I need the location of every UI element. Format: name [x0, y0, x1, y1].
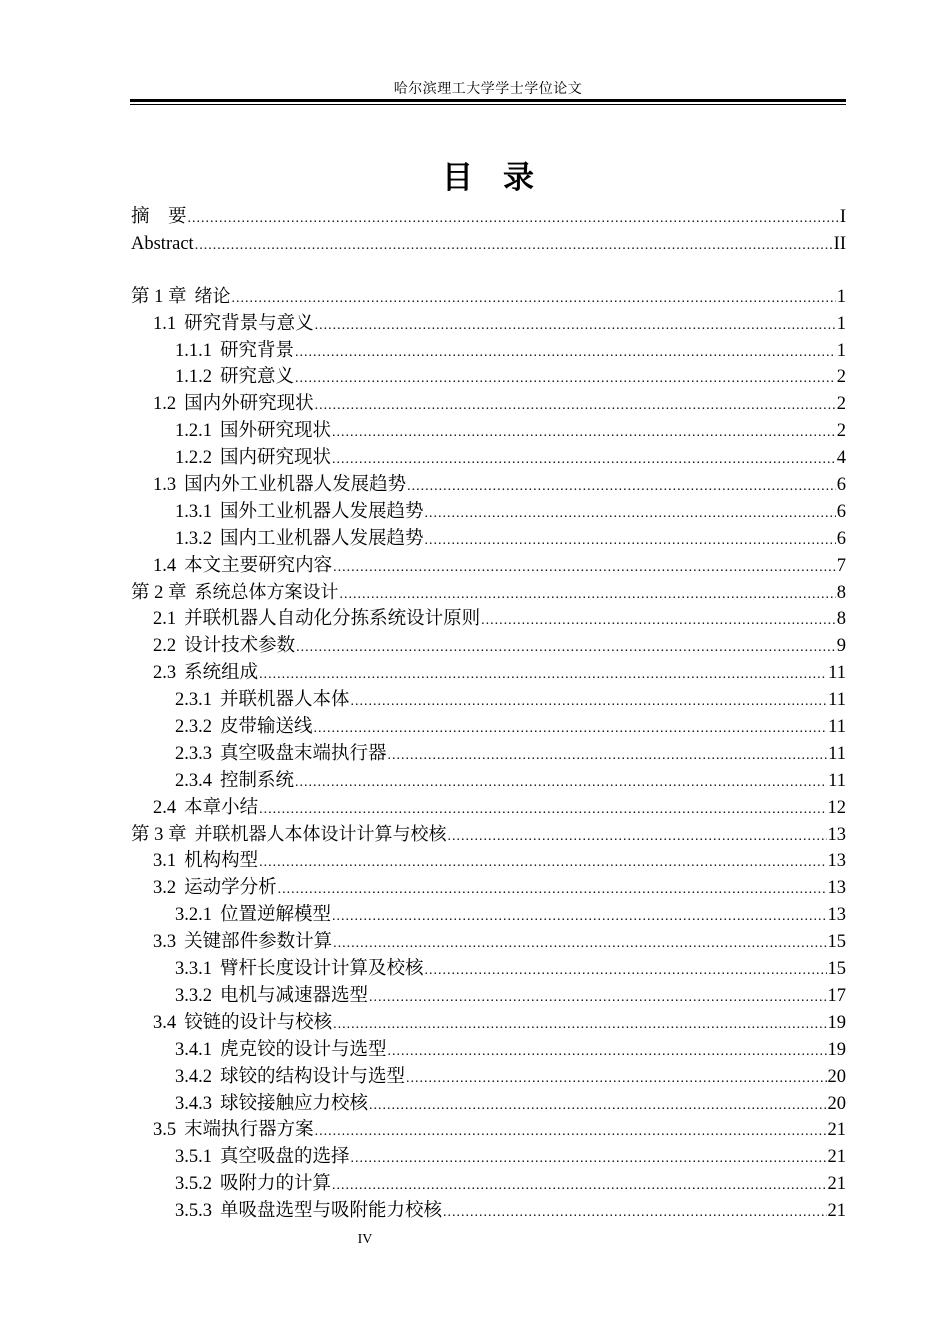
toc-entry-label: 设计技术参数 [184, 636, 296, 657]
toc-entry-number: 2.1 [153, 609, 177, 630]
toc-leader-dots [443, 1200, 826, 1227]
toc-entry-number: 3.4 [153, 1012, 177, 1033]
toc-entry[interactable] [131, 445, 846, 472]
toc-entry-number: 3.5.3 [175, 1201, 212, 1222]
toc-entry-label: 国内研究现状 [220, 448, 332, 469]
toc-entry-page: 19 [827, 1012, 846, 1033]
toc-entry-number: 3.4.1 [175, 1039, 212, 1060]
toc-entry-number: 1.3.2 [175, 528, 212, 549]
toc-entry[interactable] [131, 1037, 846, 1064]
toc-entry[interactable] [131, 875, 846, 902]
toc-leader-dots [332, 904, 826, 931]
toc-entry-page: 7 [836, 555, 846, 576]
toc-entry[interactable] [131, 660, 846, 687]
toc-entry[interactable] [131, 472, 846, 499]
toc-entry-label: 并联机器人本体 [220, 690, 350, 711]
toc-leader-dots [315, 313, 836, 340]
toc-entry-page: 19 [827, 1039, 846, 1060]
page-number: IV [357, 1232, 373, 1247]
toc-leader-dots [351, 689, 828, 716]
toc-entry-page: 6 [836, 528, 846, 549]
header-rule-thin [130, 104, 846, 105]
toc-entry[interactable] [131, 580, 846, 607]
toc-entry-label: 皮带输送线 [220, 717, 313, 738]
toc-entry-label: 系统组成 [184, 663, 259, 684]
toc-entry-page: 1 [836, 340, 846, 361]
toc-leader-dots [388, 743, 828, 770]
toc-leader-dots [315, 393, 836, 420]
toc-leader-dots [448, 824, 827, 851]
toc-leader-dots [369, 1093, 826, 1120]
header-rule-thick [130, 99, 846, 102]
toc-entry-number: 第 1 章 [131, 286, 187, 307]
table-of-contents [131, 204, 846, 1225]
toc-entry-label: 位置逆解模型 [220, 905, 332, 926]
toc-entry-label: 机构构型 [184, 851, 259, 872]
toc-entry-label: 电机与减速器选型 [220, 985, 369, 1006]
toc-entry-label: 真空吸盘的选择 [220, 1147, 350, 1168]
toc-entry-label: 控制系统 [220, 770, 295, 791]
toc-entry[interactable] [131, 364, 846, 391]
toc-leader-dots [407, 474, 836, 501]
toc-entry-number: 1.4 [153, 555, 177, 576]
toc-leader-dots [369, 985, 826, 1012]
toc-title: 目录 [442, 160, 564, 196]
toc-leader-dots [425, 958, 827, 985]
toc-entry-page: 4 [836, 448, 846, 469]
toc-entry[interactable] [131, 1171, 846, 1198]
toc-entry-page: 15 [827, 932, 846, 953]
toc-entry-label: 摘 要 [131, 207, 187, 227]
toc-entry-number: 1.1 [153, 313, 177, 334]
toc-entry-number: 2.3 [153, 663, 177, 684]
toc-entry-number: 3.2.1 [175, 905, 212, 926]
toc-entry-label: 真空吸盘末端执行器 [220, 743, 387, 764]
toc-entry[interactable] [131, 204, 846, 231]
toc-entry-page: 2 [836, 421, 846, 442]
toc-entry-label: 研究背景与意义 [184, 313, 314, 334]
toc-entry-label: 国内外工业机器人发展趋势 [184, 475, 407, 496]
toc-entry-page: 13 [827, 878, 846, 899]
toc-entry-label: 系统总体方案设计 [194, 581, 339, 603]
toc-entry-label: 国内外研究现状 [184, 394, 314, 415]
toc-entry-page: 1 [836, 286, 846, 307]
toc-entry-number: 3.2 [153, 878, 177, 899]
toc-leader-dots [425, 528, 836, 555]
toc-entry-number: 3.5.1 [175, 1147, 212, 1168]
toc-entry[interactable] [131, 1144, 846, 1171]
toc-entry-page: 6 [836, 475, 846, 496]
toc-entry[interactable] [131, 418, 846, 445]
toc-entry[interactable] [131, 338, 846, 365]
toc-entry[interactable] [131, 526, 846, 553]
toc-entry-number: 3.3 [153, 932, 177, 953]
toc-entry[interactable] [131, 1064, 846, 1091]
toc-leader-dots [295, 340, 836, 367]
toc-entry-page: 15 [827, 959, 846, 980]
toc-entry[interactable] [131, 929, 846, 956]
toc-entry-label: 并联机器人本体设计计算与校核 [194, 823, 447, 845]
toc-entry[interactable] [131, 768, 846, 795]
toc-entry-page: 2 [836, 394, 846, 415]
toc-entry-number: 1.1.2 [175, 367, 212, 388]
page-header: 哈尔滨理工大学学士学位论文 [393, 82, 583, 97]
toc-leader-dots [295, 366, 836, 393]
toc-entry-label: 本章小结 [184, 797, 259, 818]
toc-entry-page: II [833, 233, 846, 254]
toc-entry[interactable] [131, 822, 846, 849]
toc-entry-number: 3.1 [153, 851, 177, 872]
toc-leader-dots [295, 770, 827, 797]
toc-entry-label: 运动学分析 [184, 878, 277, 899]
toc-entry-label: 单吸盘选型与吸附能力校核 [220, 1201, 443, 1222]
toc-entry-page: 21 [827, 1201, 846, 1222]
toc-entry-label: 国外研究现状 [220, 421, 332, 442]
toc-leader-dots [332, 447, 836, 474]
toc-entry[interactable] [131, 795, 846, 822]
toc-entry-page: 21 [827, 1147, 846, 1168]
toc-leader-dots [333, 555, 836, 582]
toc-leader-dots [333, 1012, 826, 1039]
toc-entry-number: 2.3.4 [175, 770, 212, 791]
toc-leader-dots [351, 1146, 827, 1173]
toc-leader-dots [481, 608, 836, 635]
toc-entry[interactable] [131, 1117, 846, 1144]
toc-entry[interactable] [131, 553, 846, 580]
toc-entry-label: 吸附力的计算 [220, 1174, 332, 1195]
toc-entry[interactable] [131, 633, 846, 660]
toc-entry-page: 2 [836, 367, 846, 388]
toc-entry[interactable] [131, 1091, 846, 1118]
toc-leader-dots [332, 420, 836, 447]
toc-entry-page: 21 [827, 1174, 846, 1195]
toc-entry[interactable] [131, 956, 846, 983]
toc-entry-label: 国外工业机器人发展趋势 [220, 501, 424, 522]
toc-entry-number: 3.5.2 [175, 1174, 212, 1195]
toc-entry-number: 2.2 [153, 636, 177, 657]
toc-entry[interactable] [131, 902, 846, 929]
toc-entry-number: 1.3 [153, 475, 177, 496]
toc-entry[interactable] [131, 284, 846, 311]
toc-leader-dots [188, 206, 839, 233]
toc-entry-label: 关键部件参数计算 [184, 932, 333, 953]
toc-entry-page: 8 [836, 582, 846, 603]
toc-entry[interactable] [131, 311, 846, 338]
toc-entry-page: 11 [828, 770, 846, 791]
toc-entry[interactable] [131, 848, 846, 875]
toc-leader-dots [278, 877, 827, 904]
toc-leader-dots [315, 1119, 827, 1146]
toc-entry-number: 第 3 章 [131, 824, 187, 845]
toc-entry-page: 8 [836, 609, 846, 630]
toc-entry-label: 本文主要研究内容 [184, 555, 333, 576]
toc-entry-page: 11 [828, 663, 846, 684]
toc-entry[interactable] [131, 1198, 846, 1225]
toc-entry[interactable] [131, 499, 846, 526]
toc-entry-number: 3.3.1 [175, 959, 212, 980]
toc-entry-number: 2.4 [153, 797, 177, 818]
toc-entry-page: 17 [827, 985, 846, 1006]
toc-entry[interactable] [131, 231, 846, 258]
toc-entry[interactable] [131, 714, 846, 741]
toc-entry-number: 2.3.1 [175, 690, 212, 711]
toc-entry-number: 3.4.3 [175, 1093, 212, 1114]
toc-entry-label: Abstract [131, 233, 194, 254]
toc-entry-number: 1.2.2 [175, 448, 212, 469]
toc-entry-page: 21 [827, 1120, 846, 1141]
toc-entry-label: 绪论 [194, 285, 231, 307]
toc-entry-label: 球铰的结构设计与选型 [220, 1066, 406, 1087]
toc-entry-page: I [839, 207, 846, 227]
toc-entry-label: 研究意义 [220, 367, 295, 388]
toc-entry-page: 11 [828, 717, 846, 738]
toc-entry-number: 3.4.2 [175, 1066, 212, 1087]
toc-leader-dots [340, 582, 836, 609]
toc-entry[interactable] [131, 687, 846, 714]
toc-entry-page: 11 [828, 690, 846, 711]
toc-leader-dots [425, 501, 836, 528]
toc-entry-page: 13 [827, 824, 846, 845]
toc-leader-dots [333, 931, 826, 958]
toc-entry-label: 臂杆长度设计计算及校核 [220, 959, 424, 980]
toc-entry-page: 12 [827, 797, 846, 818]
toc-entry-number: 2.3.3 [175, 743, 212, 764]
toc-leader-dots [232, 286, 836, 313]
toc-entry-number: 1.3.1 [175, 501, 212, 522]
toc-entry-page: 1 [836, 313, 846, 334]
toc-entry[interactable] [131, 606, 846, 633]
toc-entry[interactable] [131, 391, 846, 418]
toc-entry-number: 1.2.1 [175, 421, 212, 442]
toc-leader-dots [259, 850, 826, 877]
toc-leader-dots [406, 1066, 826, 1093]
toc-entry-label: 球铰接触应力校核 [220, 1093, 369, 1114]
toc-entry-number: 1.2 [153, 394, 177, 415]
toc-entry-number: 3.3.2 [175, 985, 212, 1006]
toc-leader-dots [388, 1039, 827, 1066]
toc-entry-label: 并联机器人自动化分拣系统设计原则 [184, 609, 481, 630]
toc-entry[interactable] [131, 1010, 846, 1037]
toc-entry-page: 13 [827, 851, 846, 872]
toc-entry-number: 3.5 [153, 1120, 177, 1141]
toc-leader-dots [259, 662, 827, 689]
toc-entry-page: 6 [836, 501, 846, 522]
toc-entry-page: 13 [827, 905, 846, 926]
toc-leader-dots [332, 1173, 826, 1200]
toc-entry-label: 铰链的设计与校核 [184, 1012, 333, 1033]
toc-entry-page: 11 [828, 743, 846, 764]
toc-entry[interactable] [131, 983, 846, 1010]
toc-leader-dots [195, 233, 833, 260]
toc-entry-label: 末端执行器方案 [184, 1120, 314, 1141]
toc-entry-page: 20 [827, 1093, 846, 1114]
toc-leader-dots [259, 797, 826, 824]
toc-entry-page: 20 [827, 1066, 846, 1087]
toc-entry-page: 9 [836, 636, 846, 657]
toc-entry-number: 1.1.1 [175, 340, 212, 361]
toc-entry[interactable] [131, 741, 846, 768]
toc-entry-number: 第 2 章 [131, 582, 187, 603]
toc-entry-label: 研究背景 [220, 340, 295, 361]
toc-leader-dots [314, 716, 828, 743]
toc-entry-label: 虎克铰的设计与选型 [220, 1039, 387, 1060]
toc-entry-number: 2.3.2 [175, 717, 212, 738]
toc-leader-dots [296, 635, 836, 662]
toc-entry-label: 国内工业机器人发展趋势 [220, 528, 424, 549]
